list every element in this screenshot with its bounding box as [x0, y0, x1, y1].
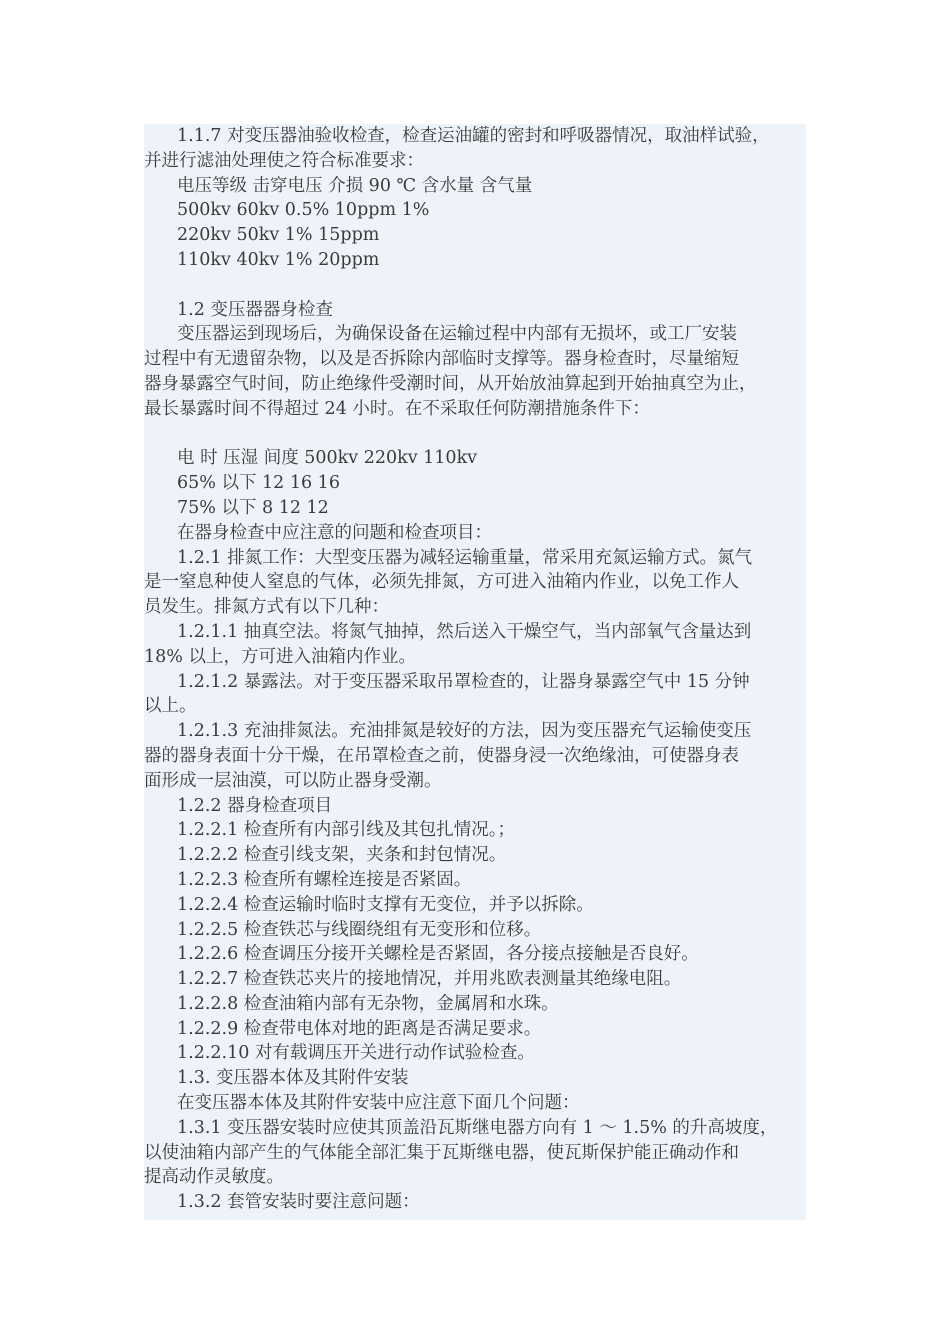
text-line: 75% 以下 8 12 12	[177, 497, 329, 518]
text-line: 1.2 变压器器身检查	[177, 299, 333, 320]
text-line: 器身暴露空气时间，防止绝缘件受潮时间，从开始放油算起到开始抽真空为止，	[144, 373, 757, 394]
text-line: 器的器身表面十分干燥，在吊罩检查之前，使器身浸一次绝缘油，可使器身表	[144, 745, 739, 766]
text-line: 员发生。排氮方式有以下几种：	[144, 597, 389, 618]
text-line: 65% 以下 12 16 16	[177, 473, 340, 494]
text-line: 1.2.2.8 检查油箱内部有无杂物，金属屑和水珠。	[177, 993, 559, 1014]
text-line: 1.2.2.2 检查引线支架，夹条和封包情况。	[177, 845, 507, 866]
text-line: 1.2.2.1 检查所有内部引线及其包扎情况。；	[177, 820, 516, 841]
text-line: 1.3.2 套管安装时要注意问题：	[177, 1192, 420, 1213]
text-line: 电压等级 击穿电压 介损 90 ℃ 含水量 含气量	[177, 175, 533, 196]
text-line: 1.2.1 排氮工作：大型变压器为减轻运输重量，常采用充氮运输方式。氮气	[177, 547, 753, 568]
text-line: 1.2.1.1 抽真空法。将氮气抽掉，然后送入干燥空气，当内部氧气含量达到	[177, 621, 752, 642]
text-line: 变压器运到现场后，为确保设备在运输过程中内部有无损坏，或工厂安装	[177, 324, 737, 345]
text-line: 电 时 压湿 间度 500kv 220kv 110kv	[177, 448, 478, 469]
text-line: 1.2.2.6 检查调压分接开关螺栓是否紧固，各分接点接触是否良好。	[177, 944, 699, 965]
text-line: 1.2.2.10 对有载调压开关进行动作试验检查。	[177, 1043, 535, 1064]
text-line: 1.2.2.4 检查运输时临时支撑有无变位，并予以拆除。	[177, 894, 594, 915]
text-line: 18% 以上，方可进入油箱内作业。	[144, 646, 416, 667]
text-line: 1.2.2 器身检查项目	[177, 795, 333, 816]
text-line: 过程中有无遗留杂物，以及是否拆除内部临时支撑等。器身检查时，尽量缩短	[144, 349, 739, 370]
document-body	[144, 124, 812, 1215]
text-line: 1.2.1.2 暴露法。对于变压器采取吊罩检查的，让器身暴露空气中 15 分钟	[177, 671, 750, 692]
blank-line	[144, 273, 812, 298]
text-line: 1.3.1 变压器安装时应使其顶盖沿瓦斯继电器方向有 1 ～ 1.5% 的升高坡度，	[177, 1117, 778, 1138]
text-line: 面形成一层油漠，可以防止器身受潮。	[144, 770, 442, 791]
text-line: 110kv 40kv 1% 20ppm	[177, 249, 380, 270]
text-line: 以上。	[144, 696, 197, 717]
text-line: 1.2.2.7 检查铁芯夹片的接地情况，并用兆欧表测量其绝缘电阻。	[177, 969, 682, 990]
text-line: 220kv 50kv 1% 15ppm	[177, 225, 380, 246]
text-line: 1.2.1.3 充油排氮法。充油排氮是较好的方法，因为变压器充气运输使变压	[177, 721, 752, 742]
text-line: 1.2.2.3 检查所有螺栓连接是否紧固。	[177, 869, 472, 890]
text-line: 以使油箱内部产生的气体能全部汇集于瓦斯继电器，使瓦斯保护能正确动作和	[144, 1142, 739, 1163]
text-line: 最长暴露时间不得超过 24 小时。在不采取任何防潮措施条件下：	[144, 398, 650, 419]
text-line: 500kv 60kv 0.5% 10ppm 1%	[177, 200, 430, 221]
text-line: 1.3. 变压器本体及其附件安装	[177, 1068, 409, 1089]
text-line: 1.2.2.5 检查铁芯与线圈绕组有无变形和位移。	[177, 919, 542, 940]
text-line: 1.2.2.9 检查带电体对地的距离是否满足要求。	[177, 1018, 542, 1039]
text-line: 是一窒息种使人窒息的气体，必须先排氮，方可进入油箱内作业，以免工作人	[144, 572, 739, 593]
text-line: 提高动作灵敏度。	[144, 1167, 284, 1188]
text-line: 1.1.7 对变压器油验收检查，检查运油罐的密封和呼吸器情况，取油样试验，	[177, 126, 770, 146]
text-line: 在变压器本体及其附件安装中应注意下面几个问题：	[177, 1093, 580, 1114]
blank-line	[144, 422, 812, 447]
text-line: 在器身检查中应注意的问题和检查项目：	[177, 522, 492, 543]
text-line: 并进行滤油处理使之符合标准要求：	[144, 150, 424, 171]
